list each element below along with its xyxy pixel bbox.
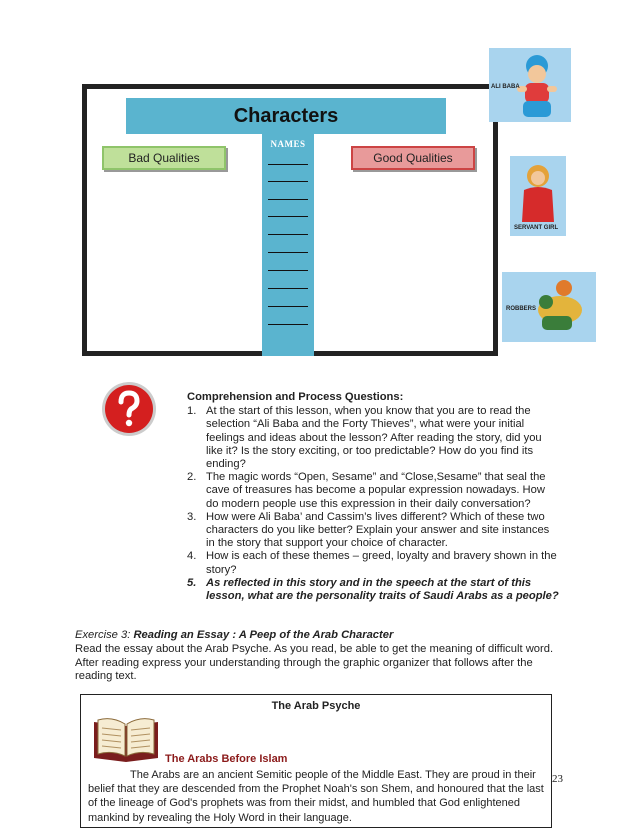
question-number: 3.	[187, 510, 197, 523]
name-blank	[268, 164, 308, 165]
servant-girl-label: SERVANT GIRL	[514, 225, 559, 231]
exercise-label: Exercise 3:	[75, 629, 131, 641]
comprehension-questions	[187, 391, 559, 603]
question-item	[187, 405, 559, 471]
question-text: How were Ali Baba’ and Cassim’s lives different? Which of these two characters do you like better? Explain your answer and site instances in the story that support your choice of character.	[206, 510, 550, 550]
question-text: The magic words “Open, Sesame” and “Close,Sesame” that seal the cave of treasures has become a popular expression nowadays. How do modern people use this expression in their daily conversation?	[206, 471, 546, 510]
name-blank	[268, 252, 308, 253]
name-blank	[268, 288, 308, 289]
exercise-section	[75, 629, 567, 684]
essay-title: The Arab Psyche	[271, 700, 361, 712]
question-text: At the start of this lesson, when you know that you are to read the selection “Ali Baba and the Forty Thieves”, what were your initial feelings and ideas about the lesson? After reading the story, did you like it? Is the story exciting, or too predictable? How do you find its ending?	[206, 405, 542, 471]
questions-title: Comprehension and Process Questions:	[187, 391, 404, 403]
ali-baba-image	[489, 48, 571, 122]
exercise-instructions: Read the essay about the Arab Psyche. As you read, be able to get the meaning of difficult word. After reading express your understanding through the graphic organizer that follows after the reading text.	[75, 642, 554, 683]
question-mark-icon	[100, 380, 158, 438]
robbers-label: ROBBERS	[506, 306, 537, 312]
question-item	[187, 471, 559, 511]
exercise-title: Reading an Essay : A Peep of the Arab Character	[133, 629, 394, 641]
name-blank	[268, 324, 308, 325]
robbers-image	[502, 272, 596, 342]
question-number: 1.	[187, 405, 197, 418]
name-blank	[268, 181, 308, 182]
name-blank	[268, 234, 308, 235]
good-qualities-box: Good Qualities	[351, 146, 475, 170]
question-number: 4.	[187, 550, 197, 563]
name-blank	[268, 216, 308, 217]
servant-girl-image	[510, 156, 566, 236]
name-blank	[268, 270, 308, 271]
question-item	[187, 550, 559, 576]
names-column	[262, 134, 314, 356]
exercise-heading	[75, 629, 567, 643]
name-blank	[268, 306, 308, 307]
question-item	[187, 511, 559, 551]
question-text: As reflected in this story and in the speech at the start of this lesson, what are the personality traits of Saudi Arabs as a people?	[206, 576, 559, 603]
names-label: NAMES	[270, 139, 306, 149]
organizer-title: Characters	[126, 98, 446, 134]
question-number: 2.	[187, 471, 197, 484]
question-number: 5.	[187, 576, 197, 589]
question-text: How is each of these themes – greed, loyalty and bravery shown in the story?	[206, 550, 557, 576]
page-number: 23	[552, 773, 563, 785]
essay-body: The Arabs are an ancient Semitic people of the Middle East. They are proud in their belief that they are descended from the Prophet Noah's son Shem, and honoured that the last of the lineage of God's prophets was from their midst, and humbled that God enlightened mankind by revealing the Holy Word in their language.	[88, 769, 544, 824]
ali-baba-label: ALI BABA	[491, 84, 520, 90]
bad-qualities-box: Bad Qualities	[102, 146, 226, 170]
name-blank	[268, 199, 308, 200]
open-book-icon	[90, 714, 162, 764]
question-item	[187, 577, 559, 603]
essay-subtitle: The Arabs Before Islam	[165, 753, 288, 765]
